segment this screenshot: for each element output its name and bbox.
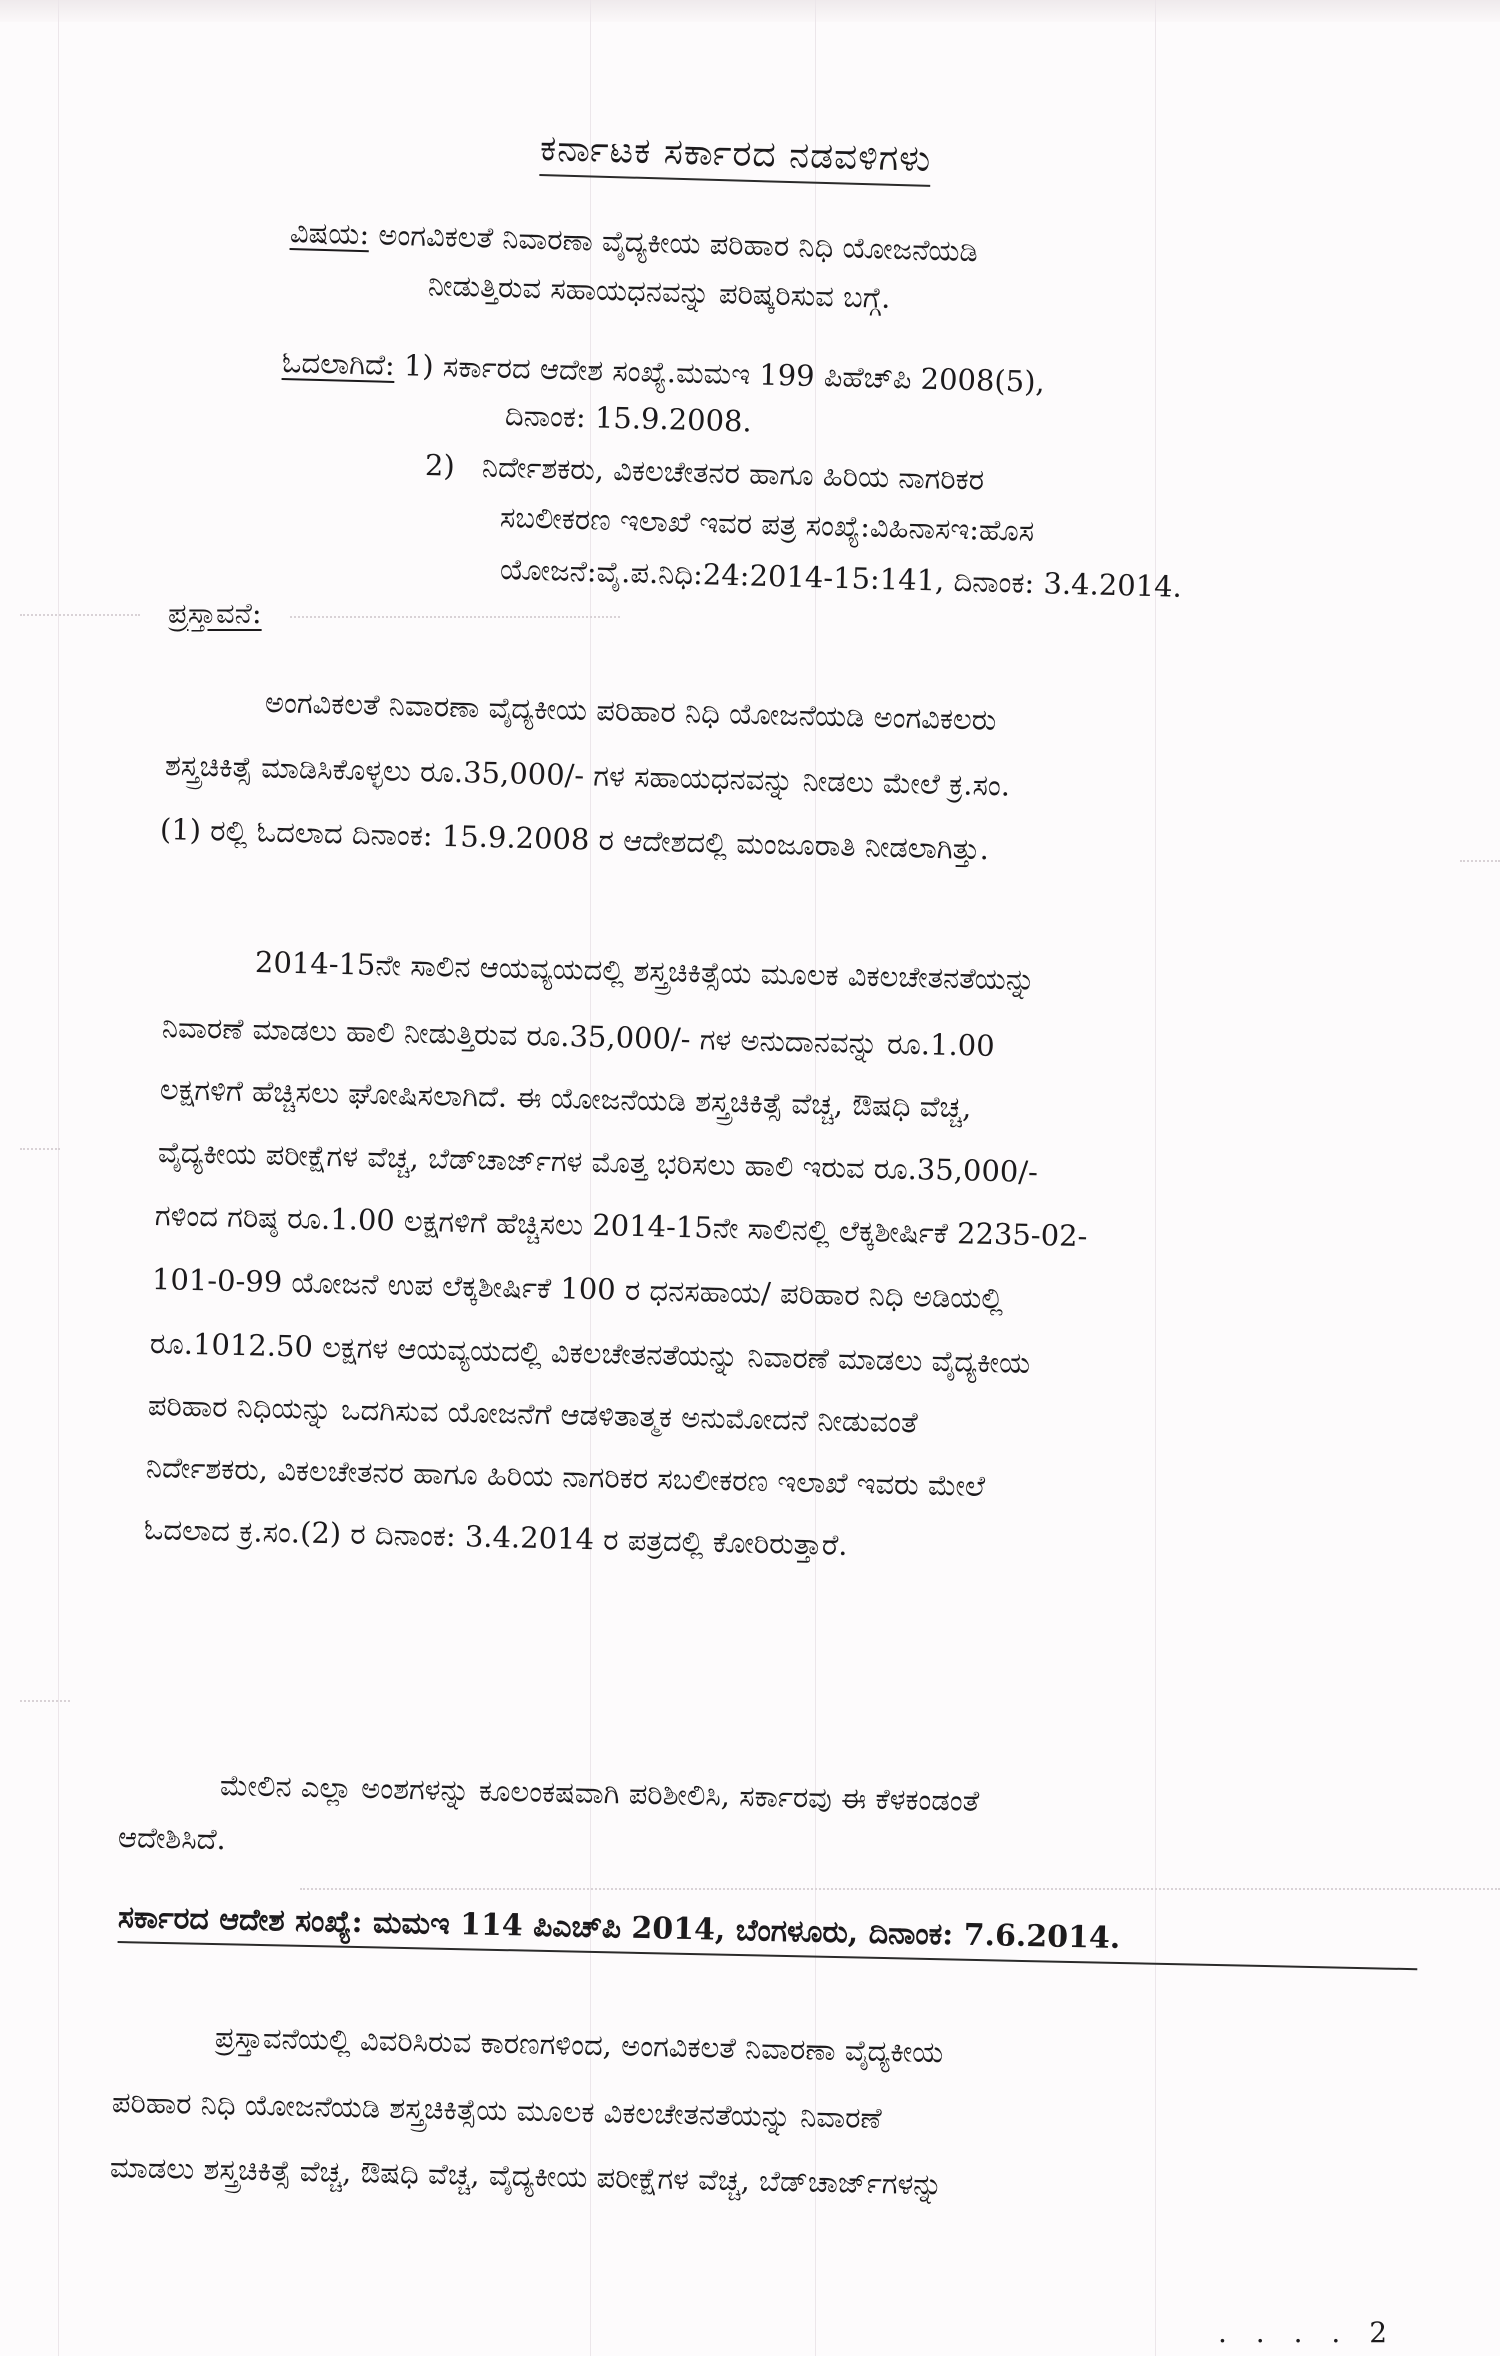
read-label: ಓದಲಾಗಿದೆ: xyxy=(281,345,396,382)
preamble-para2-line-10: ಓದಲಾದ ಕ್ರ.ಸಂ.(2) ರ ದಿನಾಂಕ: 3.4.2014 ರ ಪತ್ರದಲ್ಲಿ ಕೋರಿರುತ್ತಾರೆ. xyxy=(143,1512,848,1562)
preamble-para2-line-7: ರೂ.1012.50 ಲಕ್ಷಗಳ ಆಯವ್ಯಯದಲ್ಲಿ ವಿಕಲಚೇತನತೆಯನ್ನು ನಿವಾರಣೆ ಮಾಡಲು ವೈದ್ಯಕೀಯ xyxy=(149,1326,1031,1380)
preamble-para2-line-6: 101-0-99 ಯೋಜನೆ ಉಪ ಲೆಕ್ಕಶೀರ್ಷಿಕೆ 100 ರ ಧನಸಹಾಯ/ ಪರಿಹಾರ ನಿಧಿ ಅಡಿಯಲ್ಲಿ xyxy=(151,1262,1004,1316)
preamble-para1-line-3: (1) ರಲ್ಲಿ ಓದಲಾದ ದಿನಾಂಕ: 15.9.2008 ರ ಆದೇಶದಲ್ಲಿ ಮಂಜೂರಾತಿ ನೀಡಲಾಗಿತ್ತು. xyxy=(159,812,990,867)
preamble-para2-line-8: ಪರಿಹಾರ ನಿಧಿಯನ್ನು ಒದಗಿಸುವ ಯೋಜನೆಗೆ ಆಡಳಿತಾತ್ಮಕ ಅನುಮೋದನೆ ನೀಡುವಂತೆ xyxy=(147,1388,919,1440)
read-item-1-text: ಸರ್ಕಾರದ ಆದೇಶ ಸಂಖ್ಯೆ.ಮಮಇ 199 ಪಿಹೆಚ್‌ಪಿ 2008(5), xyxy=(442,349,1046,399)
read-item-1-num: 1) xyxy=(403,348,435,383)
preamble-para2-line-2: ನಿವಾರಣೆ ಮಾಡಲು ಹಾಲಿ ನೀಡುತ್ತಿರುವ ರೂ.35,000/- ಗಳ ಅನುದಾನವನ್ನು ರೂ.1.00 xyxy=(161,1010,996,1063)
preamble-para2-line-5: ಗಳಿಂದ ಗರಿಷ್ಠ ರೂ.1.00 ಲಕ್ಷಗಳಿಗೆ ಹೆಚ್ಚಿಸಲು 2014-15ನೇ ಸಾಲಿನಲ್ಲಿ ಲೆಕ್ಕಶೀರ್ಷಿಕೆ 2235-02- xyxy=(154,1198,1088,1254)
subject-label: ವಿಷಯ: xyxy=(289,215,370,252)
read-item-2-text-3: ಯೋಜನೆ:ವೈ.ಪ.ನಿಧಿ:24:2014-15:141, ದಿನಾಂಕ: 3.4.2014. xyxy=(499,552,1183,604)
order-heading: ಸರ್ಕಾರದ ಆದೇಶ ಸಂಖ್ಯೆ: ಮಮಇ 114 ಪಿಎಚ್‌ಪಿ 2014, ಬೆಂಗಳೂರು, ದಿನಾಂಕ: 7.6.2014. xyxy=(118,1900,1419,1970)
read-item-1-date: ದಿನಾಂಕ: 15.9.2008. xyxy=(504,398,753,439)
preamble-para3-line-2: ಆದೇಶಿಸಿದೆ. xyxy=(117,1820,227,1857)
read-item-2-text-2: ಸಬಲೀಕರಣ ಇಲಾಖೆ ಇವರ ಪತ್ರ ಸಂಖ್ಯೆ:ವಿಹಿನಾಸಇ:ಹೊಸ xyxy=(499,500,1035,548)
preamble-para2-line-4: ವೈದ್ಯಕೀಯ ಪರೀಕ್ಷೆಗಳ ವೆಚ್ಚ, ಬೆಡ್‌ಚಾರ್ಜ್‌ಗಳ ಮೊತ್ತ ಭರಿಸಲು ಹಾಲಿ ಇರುವ ರೂ.35,000/- xyxy=(157,1135,1039,1189)
read-item-2-num: 2) xyxy=(424,448,456,483)
order-para-line-1: ಪ್ರಸ್ತಾವನೆಯಲ್ಲಿ ವಿವರಿಸಿರುವ ಕಾರಣಗಳಿಂದ, ಅಂಗವಿಕಲತೆ ನಿವಾರಣಾ ವೈದ್ಯಕೀಯ xyxy=(214,2020,944,2070)
preamble-para2-line-3: ಲಕ್ಷಗಳಿಗೆ ಹೆಚ್ಚಿಸಲು ಘೋಷಿಸಲಾಗಿದೆ. ಈ ಯೋಜನೆಯಡಿ ಶಸ್ತ್ರಚಿಕಿತ್ಸೆ ವೆಚ್ಚ, ಔಷಧಿ ವೆಚ್ಚ, xyxy=(159,1072,972,1125)
read-line-2 xyxy=(425,448,985,498)
preamble-para2-line-1: 2014-15ನೇ ಸಾಲಿನ ಆಯವ್ಯಯದಲ್ಲಿ ಶಸ್ತ್ರಚಿಕಿತ್ಸೆಯ ಮೂಲಕ ವಿಕಲಚೇತನತೆಯನ್ನು xyxy=(254,945,1036,997)
subject-text-1: ಅಂಗವಿಕಲತೆ ನಿವಾರಣಾ ವೈದ್ಯಕೀಯ ಪರಿಹಾರ ನಿಧಿ ಯೋಜನೆಯಡಿ xyxy=(377,217,979,269)
preamble-para2-line-9: ನಿರ್ದೇಶಕರು, ವಿಕಲಚೇತನರ ಹಾಗೂ ಹಿರಿಯ ನಾಗರಿಕರ ಸಬಲೀಕರಣ ಇಲಾಖೆ ಇವರು ಮೇಲೆ xyxy=(145,1450,986,1504)
read-item-2-text-1: ನಿರ್ದೇಶಕರು, ವಿಕಲಚೇತನರ ಹಾಗೂ ಹಿರಿಯ ನಾಗರಿಕರ xyxy=(481,449,985,497)
preamble-para1-line-2: ಶಸ್ತ್ರಚಿಕಿತ್ಸೆ ಮಾಡಿಸಿಕೊಳ್ಳಲು ರೂ.35,000/- ಗಳ ಸಹಾಯಧನವನ್ನು ನೀಡಲು ಮೇಲೆ ಕ್ರ.ಸಂ. xyxy=(164,748,1011,803)
document-title: ಕರ್ನಾಟಕ ಸರ್ಕಾರದ ನಡವಳಿಗಳು xyxy=(539,128,931,187)
preamble-label: ಪ್ರಸ್ತಾವನೆ: xyxy=(168,596,262,630)
order-para-line-3: ಮಾಡಲು ಶಸ್ತ್ರಚಿಕಿತ್ಸೆ ವೆಚ್ಚ, ಔಷಧಿ ವೆಚ್ಚ, ವೈದ್ಯಕೀಯ ಪರೀಕ್ಷೆಗಳ ವೆಚ್ಚ, ಬೆಡ್‌ಚಾರ್ಜ್‌ಗಳನ್ನು xyxy=(109,2150,943,2202)
read-line-1 xyxy=(282,345,1046,400)
page-continuation: . . . . 2 xyxy=(1218,2316,1398,2349)
subject-line-1 xyxy=(290,215,979,269)
preamble-para1-line-1: ಅಂಗವಿಕಲತೆ ನಿವಾರಣಾ ವೈದ್ಯಕೀಯ ಪರಿಹಾರ ನಿಧಿ ಯೋಜನೆಯಡಿ ಅಂಗವಿಕಲರು xyxy=(264,685,997,737)
order-para-line-2: ಪರಿಹಾರ ನಿಧಿ ಯೋಜನೆಯಡಿ ಶಸ್ತ್ರಚಿಕಿತ್ಸೆಯ ಮೂಲಕ ವಿಕಲಚೇತನತೆಯನ್ನು ನಿವಾರಣೆ xyxy=(111,2085,882,2136)
subject-text-2: ನೀಡುತ್ತಿರುವ ಸಹಾಯಧನವನ್ನು ಪರಿಷ್ಕರಿಸುವ ಬಗ್ಗೆ. xyxy=(427,268,891,315)
preamble-para3-line-1: ಮೇಲಿನ ಎಲ್ಲಾ ಅಂಶಗಳನ್ನು ಕೂಲಂಕಷವಾಗಿ ಪರಿಶೀಲಿಸಿ, ಸರ್ಕಾರವು ಈ ಕೆಳಕಂಡಂತೆ xyxy=(219,1768,980,1818)
